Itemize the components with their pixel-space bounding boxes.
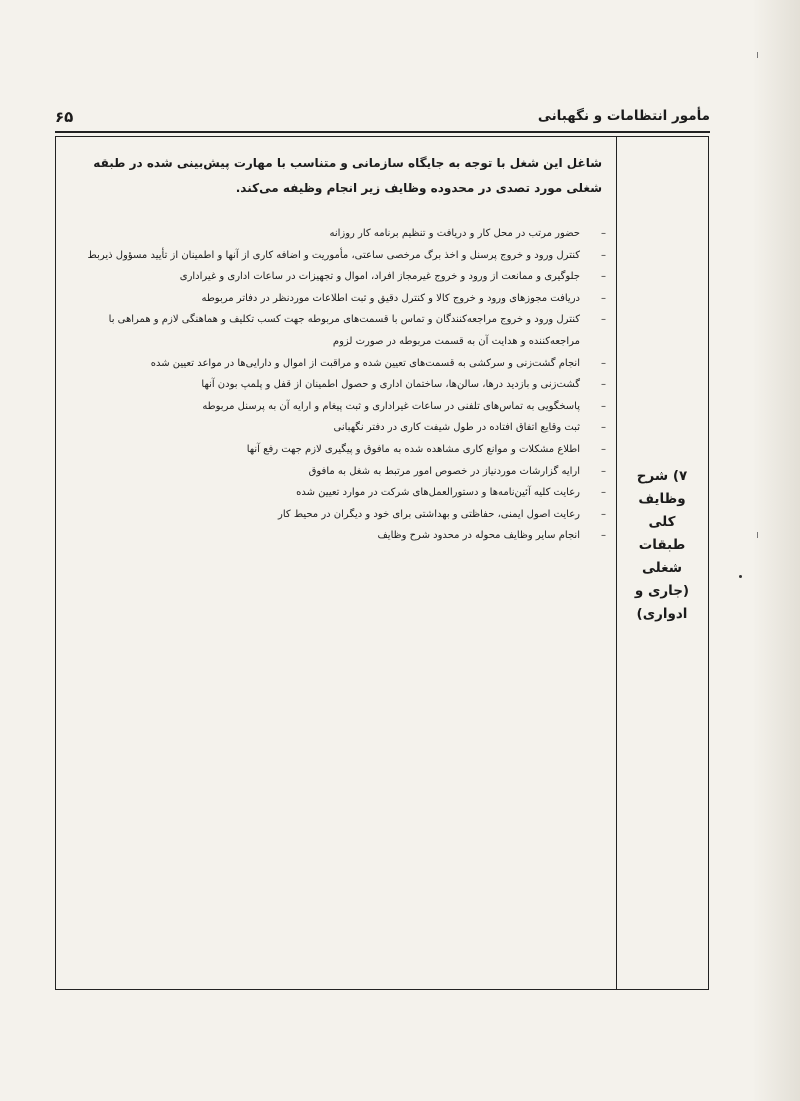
- scan-mark: [757, 52, 758, 58]
- section-label-line: (جاری و: [634, 583, 690, 599]
- duty-item: [76, 353, 606, 375]
- job-description-table: [55, 136, 709, 990]
- duty-text: انجام سایر وظایف محوله در محدود شرح وظایف: [377, 530, 580, 542]
- duty-item: [76, 288, 606, 310]
- bullet-dash: –: [601, 443, 606, 455]
- header-rule: [55, 131, 710, 133]
- duty-item: [76, 439, 606, 461]
- section-label-line: شغلی: [641, 560, 683, 576]
- bullet-dash: –: [601, 314, 606, 326]
- scan-mark: [757, 532, 758, 538]
- bullet-dash: –: [601, 400, 606, 412]
- bullet-dash: –: [601, 292, 606, 304]
- duty-text: اطلاع مشکلات و موانع کاری مشاهده شده به مافوق و پیگیری لازم جهت رفع آنها: [246, 443, 580, 455]
- duty-text: رعایت کلیه آئین‌نامه‌ها و دستورالعمل‌های شرکت در موارد تعیین شده: [296, 487, 580, 499]
- duty-item: [76, 309, 606, 352]
- scan-dot: [739, 575, 742, 578]
- duty-item: [76, 482, 606, 504]
- duty-text: حضور مرتب در محل کار و دریافت و تنظیم برنامه کار روزانه: [329, 228, 580, 239]
- duty-text: جلوگیری و ممانعت از ورود و خروج غیرمجاز افراد، اموال و تجهیزات در ساعات اداری و غیراداری: [179, 271, 580, 283]
- section-label-line: ۷) شرح: [636, 468, 688, 484]
- intro-paragraph: شاغل این شغل با توجه به جایگاه سازمانی و متناسب با مهارت پیش‌بینی شده در طبقه شغلی مورد تصدی در محدوده وظایف زیر انجام وظیفه می‌کند.: [93, 156, 602, 195]
- bullet-dash: –: [601, 249, 606, 261]
- bullet-dash: –: [601, 422, 606, 434]
- section-content-cell: [57, 137, 616, 989]
- duty-text: کنترل ورود و خروج مراجعه‌کنندگان و تماس با قسمت‌های مربوطه جهت کسب تکلیف و هماهنگی لازم و همراهی با مراجعه‌کننده و هدایت آن به قسمت مربوطه در صورت لزوم: [108, 314, 580, 347]
- duty-item: [76, 245, 606, 267]
- section-label-cell: [616, 137, 708, 989]
- duty-item: [76, 223, 606, 245]
- bullet-dash: –: [601, 508, 606, 520]
- bullet-dash: –: [601, 487, 606, 499]
- duty-item: [76, 461, 606, 483]
- page-header: [55, 108, 710, 130]
- duty-text: انجام گشت‌زنی و سرکشی به قسمت‌های تعیین شده و مراقبت از اموال و دارایی‌ها در مواعد تعیین شده: [150, 357, 580, 369]
- duty-item: [76, 266, 606, 288]
- duty-item: [76, 525, 606, 547]
- header-title: مأمور انتظامات و نگهبانی: [537, 108, 710, 124]
- duty-item: [76, 504, 606, 526]
- duty-text: پاسخگویی به تماس‌های تلفنی در ساعات غیراداری و ثبت پیغام و ارایه آن به پرسنل مربوطه: [202, 400, 580, 412]
- duty-text: ثبت وقایع اتفاق افتاده در طول شیفت کاری در دفتر نگهبانی: [333, 422, 580, 434]
- page-edge-shadow: [752, 0, 800, 1101]
- bullet-dash: –: [601, 465, 606, 477]
- bullet-dash: –: [601, 357, 606, 369]
- duty-text: دریافت مجوزهای ورود و خروج کالا و کنترل دقیق و ثبت اطلاعات موردنظر در دفاتر مربوطه: [201, 292, 580, 304]
- section-label-line: ادواری): [636, 606, 688, 622]
- section-label-line: طبقات: [638, 537, 686, 553]
- section-label-line: وظایف: [638, 491, 686, 507]
- duty-text: کنترل ورود و خروج پرسنل و اخذ برگ مرخصی ساعتی، مأموریت و اضافه کاری از آنها و اطمینان از تأیید مسؤول ذیربط: [87, 249, 580, 261]
- duty-text: گشت‌زنی و بازدید درها، سالن‌ها، ساختمان اداری و حصول اطمینان از قفل و پلمپ بودن آنها: [201, 379, 580, 391]
- page-number: ۶۵: [55, 108, 74, 126]
- bullet-dash: –: [601, 379, 606, 391]
- bullet-dash: –: [601, 228, 606, 239]
- duty-item: [76, 374, 606, 396]
- bullet-dash: –: [601, 530, 606, 542]
- duty-text: رعایت اصول ایمنی، حفاظتی و بهداشتی برای خود و دیگران در محیط کار: [278, 508, 580, 520]
- duty-text: ارایه گزارشات موردنیاز در خصوص امور مرتبط به شغل به مافوق: [308, 465, 580, 477]
- duty-item: [76, 417, 606, 439]
- section-label-line: کلی: [648, 514, 676, 530]
- duty-item: [76, 396, 606, 418]
- bullet-dash: –: [601, 271, 606, 283]
- duties-list: [76, 223, 606, 547]
- section-label: [616, 465, 708, 626]
